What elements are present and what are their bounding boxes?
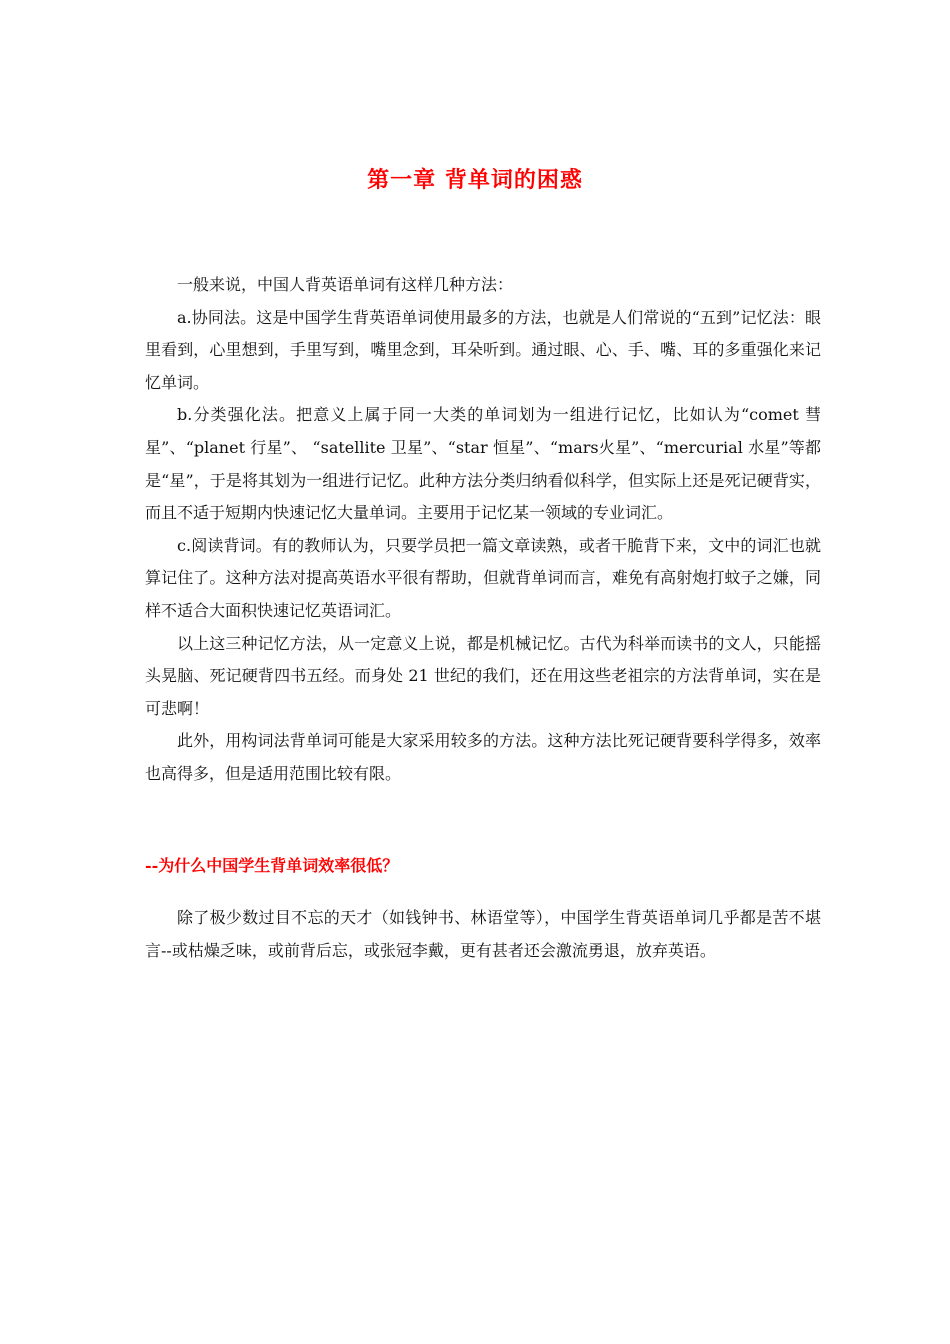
paragraph-method-a: a.协同法。这是中国学生背英语单词使用最多的方法，也就是人们常说的“五到”记忆法：眼里看到，心里想到，手里写到，嘴里念到，耳朵听到。通过眼、心、手、嘴、耳的多重强化来记忆单词。 bbox=[145, 307, 821, 392]
paragraph-summary: 以上这三种记忆方法，从一定意义上说，都是机械记忆。古代为科举而读书的文人，只能摇头晃脑、死记硬背四书五经。而身处 21 世纪的我们，还在用这些老祖宗的方法背单词，实在是可悲啊！ bbox=[145, 633, 821, 718]
body-section-1 bbox=[145, 269, 821, 791]
chapter-title: 第一章 背单词的困惑 bbox=[367, 168, 583, 193]
paragraph-method-c: c.阅读背词。有的教师认为，只要学员把一篇文章读熟，或者干脆背下来，文中的词汇也就算记住了。这种方法对提高英语水平很有帮助，但就背单词而言，难免有高射炮打蚊子之嫌，同样不适合大面积快速记忆英语词汇。 bbox=[145, 535, 821, 620]
body-section-2 bbox=[145, 902, 821, 967]
paragraph-intro: 一般来说，中国人背英语单词有这样几种方法： bbox=[177, 275, 514, 294]
section-subheading: --为什么中国学生背单词效率很低？ bbox=[145, 856, 399, 875]
paragraph-method-b: b.分类强化法。把意义上属于同一大类的单词划为一组进行记忆，比如认为“comet 彗星”、“planet 行星”、 “satellite 卫星”、“star 恒星”、“mars火星”、“mercurial 水星”等都是“星”，于是将其划为一组进行记忆。此种方法分类归纳看似科学，但实际上还是死记硬背实，而且不适于短期内快速记忆大量单词。主要用于记忆某一领域的专业词汇。 bbox=[145, 405, 821, 523]
paragraph-word-formation: 此外，用构词法背单词可能是大家采用较多的方法。这种方法比死记硬背要科学得多，效率也高得多，但是适用范围比较有限。 bbox=[145, 731, 821, 783]
paragraph-difficulty: 除了极少数过目不忘的天才（如钱钟书、林语堂等），中国学生背英语单词几乎都是苦不堪言--或枯燥乏味，或前背后忘，或张冠李戴，更有甚者还会激流勇退，放弃英语。 bbox=[145, 908, 821, 960]
